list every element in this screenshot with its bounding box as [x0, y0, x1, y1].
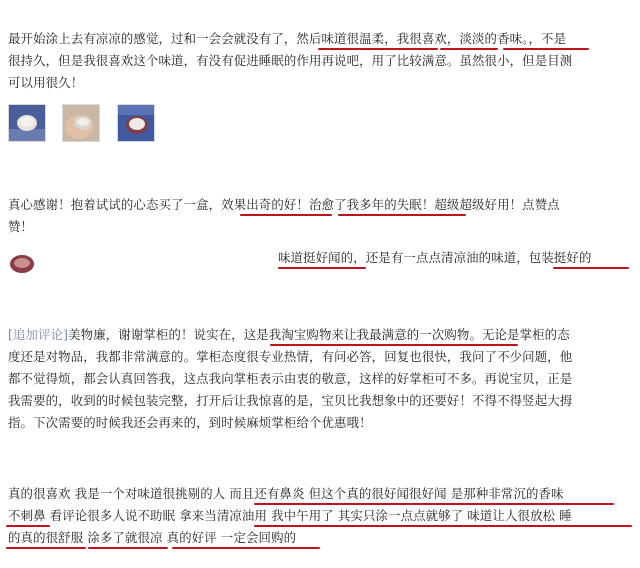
review-1-photo-2[interactable] — [62, 104, 100, 142]
highlight-underline — [254, 525, 632, 527]
review-4-line-3: 都不觉得烦，都会认真回答我，这点我向掌柜表示由衷的敬意，这样的好掌柜可不多。再说宝贝，正是 — [8, 371, 573, 386]
highlight-underline — [172, 547, 320, 549]
review-1-photo-3[interactable] — [117, 104, 155, 142]
review-2-line-2: 赞！ — [8, 219, 34, 234]
highlight-underline — [440, 48, 498, 50]
highlight-underline — [88, 547, 168, 549]
review-1-line-3: 可以用很久！ — [8, 75, 84, 90]
review-3-photo[interactable] — [8, 248, 36, 276]
highlight-underline — [6, 547, 86, 549]
review-5-line-2: 不刺鼻 看评论很多人说不助眠 拿来当清凉油用 我中午用了 其实只涂一点点就够了 味道让人很放松 睡 — [8, 508, 572, 523]
review-4-line-2: 度还是对物品，我都非常满意的。掌柜态度很专业热情，有问必答，回复也很快，我问了不少问题，他 — [8, 349, 573, 364]
highlight-underline — [254, 503, 614, 505]
review-5-line-1: 真的很喜欢 我是一个对味道很挑剔的人 而且还有鼻炎 但这个真的很好闻很好闻 是那种非常沉的香味 — [8, 486, 564, 501]
highlight-underline — [503, 48, 589, 50]
review-2-line-1: 真心感谢！抱着试试的心态买了一盒，效果出奇的好！治愈了我多年的失眠！超级超级好用！点赞点 — [8, 197, 560, 212]
review-1-line-1: 最开始涂上去有凉凉的感觉，过和一会会就没有了，然后味道很温柔，我很喜欢，淡淡的香味。，不是 — [8, 31, 567, 46]
highlight-underline — [553, 267, 629, 269]
review-4-line-1-text: 美物廉，谢谢掌柜的！说实在，这是我淘宝购物来让我最满意的一次购物。无论是掌柜的态 — [68, 327, 570, 342]
followup-tag: [追加评论] — [8, 327, 69, 342]
review-1-photo-1[interactable] — [8, 104, 46, 142]
review-5-line-3: 的真的很舒服 涂多了就很凉 真的好评 一定会回购的 — [8, 530, 297, 545]
highlight-underline — [338, 214, 466, 216]
highlight-underline — [240, 214, 332, 216]
highlight-underline — [6, 525, 50, 527]
review-4-line-5: 指。下次需要的时候我还会再来的，到时候麻烦掌柜给个优惠哦！ — [8, 415, 372, 430]
highlight-underline — [278, 267, 366, 269]
highlight-underline — [270, 344, 518, 346]
review-3-line-1: 味道挺好闻的，还是有一点点清凉油的味道，包装挺好的 — [278, 250, 592, 265]
highlight-underline — [318, 48, 438, 50]
review-1-line-2: 很持久，但是我很喜欢这个味道，有没有促进睡眠的作用再说吧，用了比较满意。虽然很小，但是目测 — [8, 53, 573, 68]
review-4-line-1 — [8, 326, 570, 344]
review-4-line-4: 我需要的，收到的时候包装完整，打开后让我惊喜的是，宝贝比我想象中的还要好！不得不得竖起大拇 — [8, 393, 573, 408]
